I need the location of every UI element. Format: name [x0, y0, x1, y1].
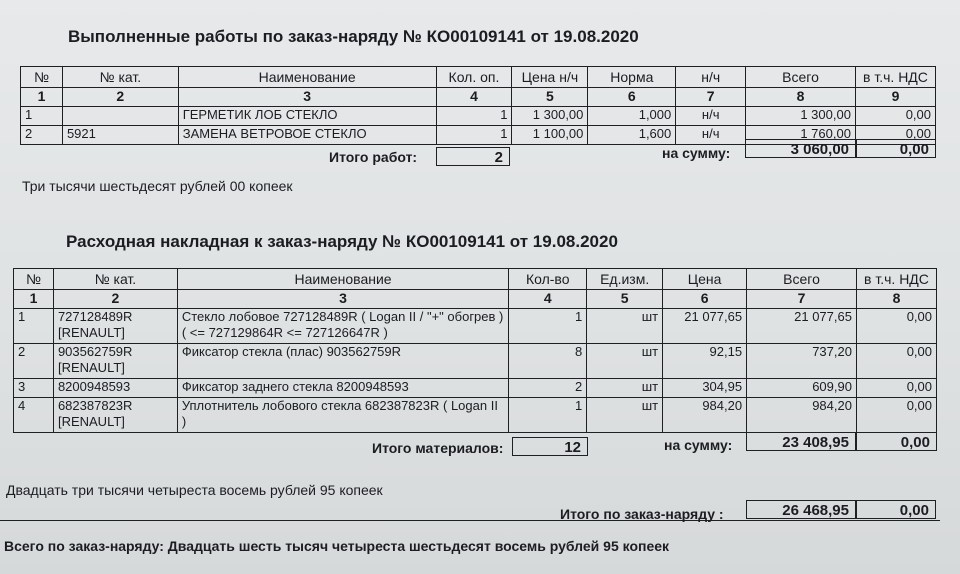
item-quantity: 1 [436, 126, 512, 145]
works-header-row [21, 67, 936, 88]
works-total-count: 2 [436, 147, 510, 166]
materials-column-number-row [14, 290, 937, 309]
item-price: 304,95 [663, 379, 747, 398]
item-price: 984,20 [663, 398, 747, 433]
item-quantity: 1 [509, 398, 587, 433]
item-quantity: 2 [509, 379, 587, 398]
works-header-cell: № кат. [62, 67, 178, 88]
catalog-number: 5921 [62, 126, 178, 145]
works-column-number-row [21, 88, 936, 107]
catalog-number [62, 107, 178, 126]
item-name: ЗАМЕНА ВЕТРОВОЕ СТЕКЛО [178, 126, 436, 145]
materials-header-cell: Всего [747, 269, 857, 290]
item-norm: 1,600 [588, 126, 676, 145]
item-norm: 1,000 [588, 107, 676, 126]
item-price: 1 300,00 [512, 107, 588, 126]
materials-header-row [14, 269, 937, 290]
works-sum-total: 3 060,00 [745, 139, 856, 158]
table-row [14, 309, 937, 344]
item-quantity: 1 [509, 309, 587, 344]
works-sum-vat: 0,00 [856, 139, 936, 158]
materials-sum-vat: 0,00 [856, 432, 937, 451]
materials-total-label: Итого материалов: [372, 440, 504, 456]
item-unit: шт [587, 344, 663, 379]
item-price: 21 077,65 [663, 309, 747, 344]
works-header-cell: в т.ч. НДС [855, 67, 935, 88]
item-vat: 0,00 [856, 379, 936, 398]
materials-header-cell: Кол-во [509, 269, 587, 290]
column-number: 2 [53, 290, 177, 309]
materials-header-cell: Ед.изм. [587, 269, 663, 290]
item-total: 737,20 [747, 344, 857, 379]
works-title: Выполненные работы по заказ-наряду № КО00109141 от 19.08.2020 [68, 27, 639, 46]
row-number: 1 [21, 107, 63, 126]
item-quantity: 1 [436, 107, 512, 126]
materials-amount-in-words: Двадцать три тысячи четыреста восемь рублей 95 копеек [6, 482, 383, 498]
item-vat: 0,00 [856, 398, 936, 433]
column-number: 4 [436, 88, 512, 107]
works-amount-in-words: Три тысячи шестьдесят рублей 00 копеек [22, 178, 293, 194]
item-total: 21 077,65 [747, 309, 857, 344]
materials-total-count: 12 [512, 437, 588, 456]
column-number: 5 [512, 88, 588, 107]
item-name: Фиксатор стекла (плас) 903562759R [177, 344, 508, 379]
materials-sum-label: на сумму: [664, 437, 733, 453]
divider [0, 520, 940, 521]
item-vat: 0,00 [856, 309, 936, 344]
item-name: Уплотнитель лобового стекла 682387823R ( Logan II ) [177, 398, 508, 433]
item-unit: шт [587, 398, 663, 433]
column-number: 1 [21, 88, 63, 107]
item-vat: 0,00 [856, 344, 936, 379]
column-number: 3 [177, 290, 508, 309]
works-total-label: Итого работ: [329, 149, 418, 165]
column-number: 8 [856, 290, 936, 309]
catalog-number: 903562759R [RENAULT] [53, 344, 177, 379]
item-name: Фиксатор заднего стекла 8200948593 [177, 379, 508, 398]
grand-total-vat: 0,00 [856, 500, 936, 519]
column-number: 6 [588, 88, 676, 107]
catalog-number: 682387823R [RENAULT] [53, 398, 177, 433]
column-number: 7 [747, 290, 857, 309]
item-unit: н/ч [676, 107, 746, 126]
works-header-cell: Наименование [178, 67, 436, 88]
materials-header-cell: Наименование [177, 269, 508, 290]
materials-header-cell: Цена [663, 269, 747, 290]
column-number: 8 [746, 88, 856, 107]
column-number: 5 [587, 290, 663, 309]
item-vat: 0,00 [855, 126, 935, 145]
materials-header-cell: № кат. [53, 269, 177, 290]
materials-sum-total: 23 408,95 [746, 432, 856, 451]
works-table [20, 66, 936, 145]
column-number: 1 [14, 290, 54, 309]
row-number: 3 [14, 379, 54, 398]
column-number: 4 [509, 290, 587, 309]
row-number: 2 [21, 126, 63, 145]
materials-title: Расходная накладная к заказ-наряду № КО00109141 от 19.08.2020 [66, 232, 618, 251]
table-row [14, 379, 937, 398]
materials-table [13, 268, 937, 433]
works-header-cell: Всего [746, 67, 856, 88]
column-number: 9 [855, 88, 935, 107]
column-number: 2 [62, 88, 178, 107]
item-price: 92,15 [663, 344, 747, 379]
works-header-cell: Норма [588, 67, 676, 88]
column-number: 3 [178, 88, 436, 107]
works-header-cell: Цена н/ч [512, 67, 588, 88]
item-total: 609,90 [747, 379, 857, 398]
item-unit: шт [587, 309, 663, 344]
table-row [14, 344, 937, 379]
item-name: ГЕРМЕТИК ЛОБ СТЕКЛО [178, 107, 436, 126]
table-row [14, 398, 937, 433]
materials-header-cell: № [14, 269, 54, 290]
row-number: 4 [14, 398, 54, 433]
works-sum-label: на сумму: [662, 145, 731, 161]
item-total: 1 300,00 [746, 107, 856, 126]
table-row [21, 107, 936, 126]
item-total: 984,20 [747, 398, 857, 433]
item-unit: н/ч [676, 126, 746, 145]
row-number: 1 [14, 309, 54, 344]
grand-amount-in-words: Всего по заказ-наряду: Двадцать шесть тысяч четыреста шестьдесят восемь рублей 95 копеек [4, 538, 670, 554]
item-quantity: 8 [509, 344, 587, 379]
materials-header-cell: в т.ч. НДС [856, 269, 936, 290]
item-total: 1 760,00 [746, 126, 856, 145]
works-header-cell: н/ч [676, 67, 746, 88]
catalog-number: 8200948593 [53, 379, 177, 398]
works-header-cell: № [21, 67, 63, 88]
grand-total-sum: 26 468,95 [746, 500, 856, 519]
grand-total-label: Итого по заказ-наряду : [560, 506, 724, 522]
column-number: 7 [676, 88, 746, 107]
item-vat: 0,00 [855, 107, 935, 126]
row-number: 2 [14, 344, 54, 379]
catalog-number: 727128489R [RENAULT] [53, 309, 177, 344]
works-header-cell: Кол. оп. [436, 67, 512, 88]
item-price: 1 100,00 [512, 126, 588, 145]
column-number: 6 [663, 290, 747, 309]
item-name: Стекло лобовое 727128489R ( Logan II / "+" обогрев ) ( <= 727129864R <= 727126647R ) [177, 309, 508, 344]
item-unit: шт [587, 379, 663, 398]
